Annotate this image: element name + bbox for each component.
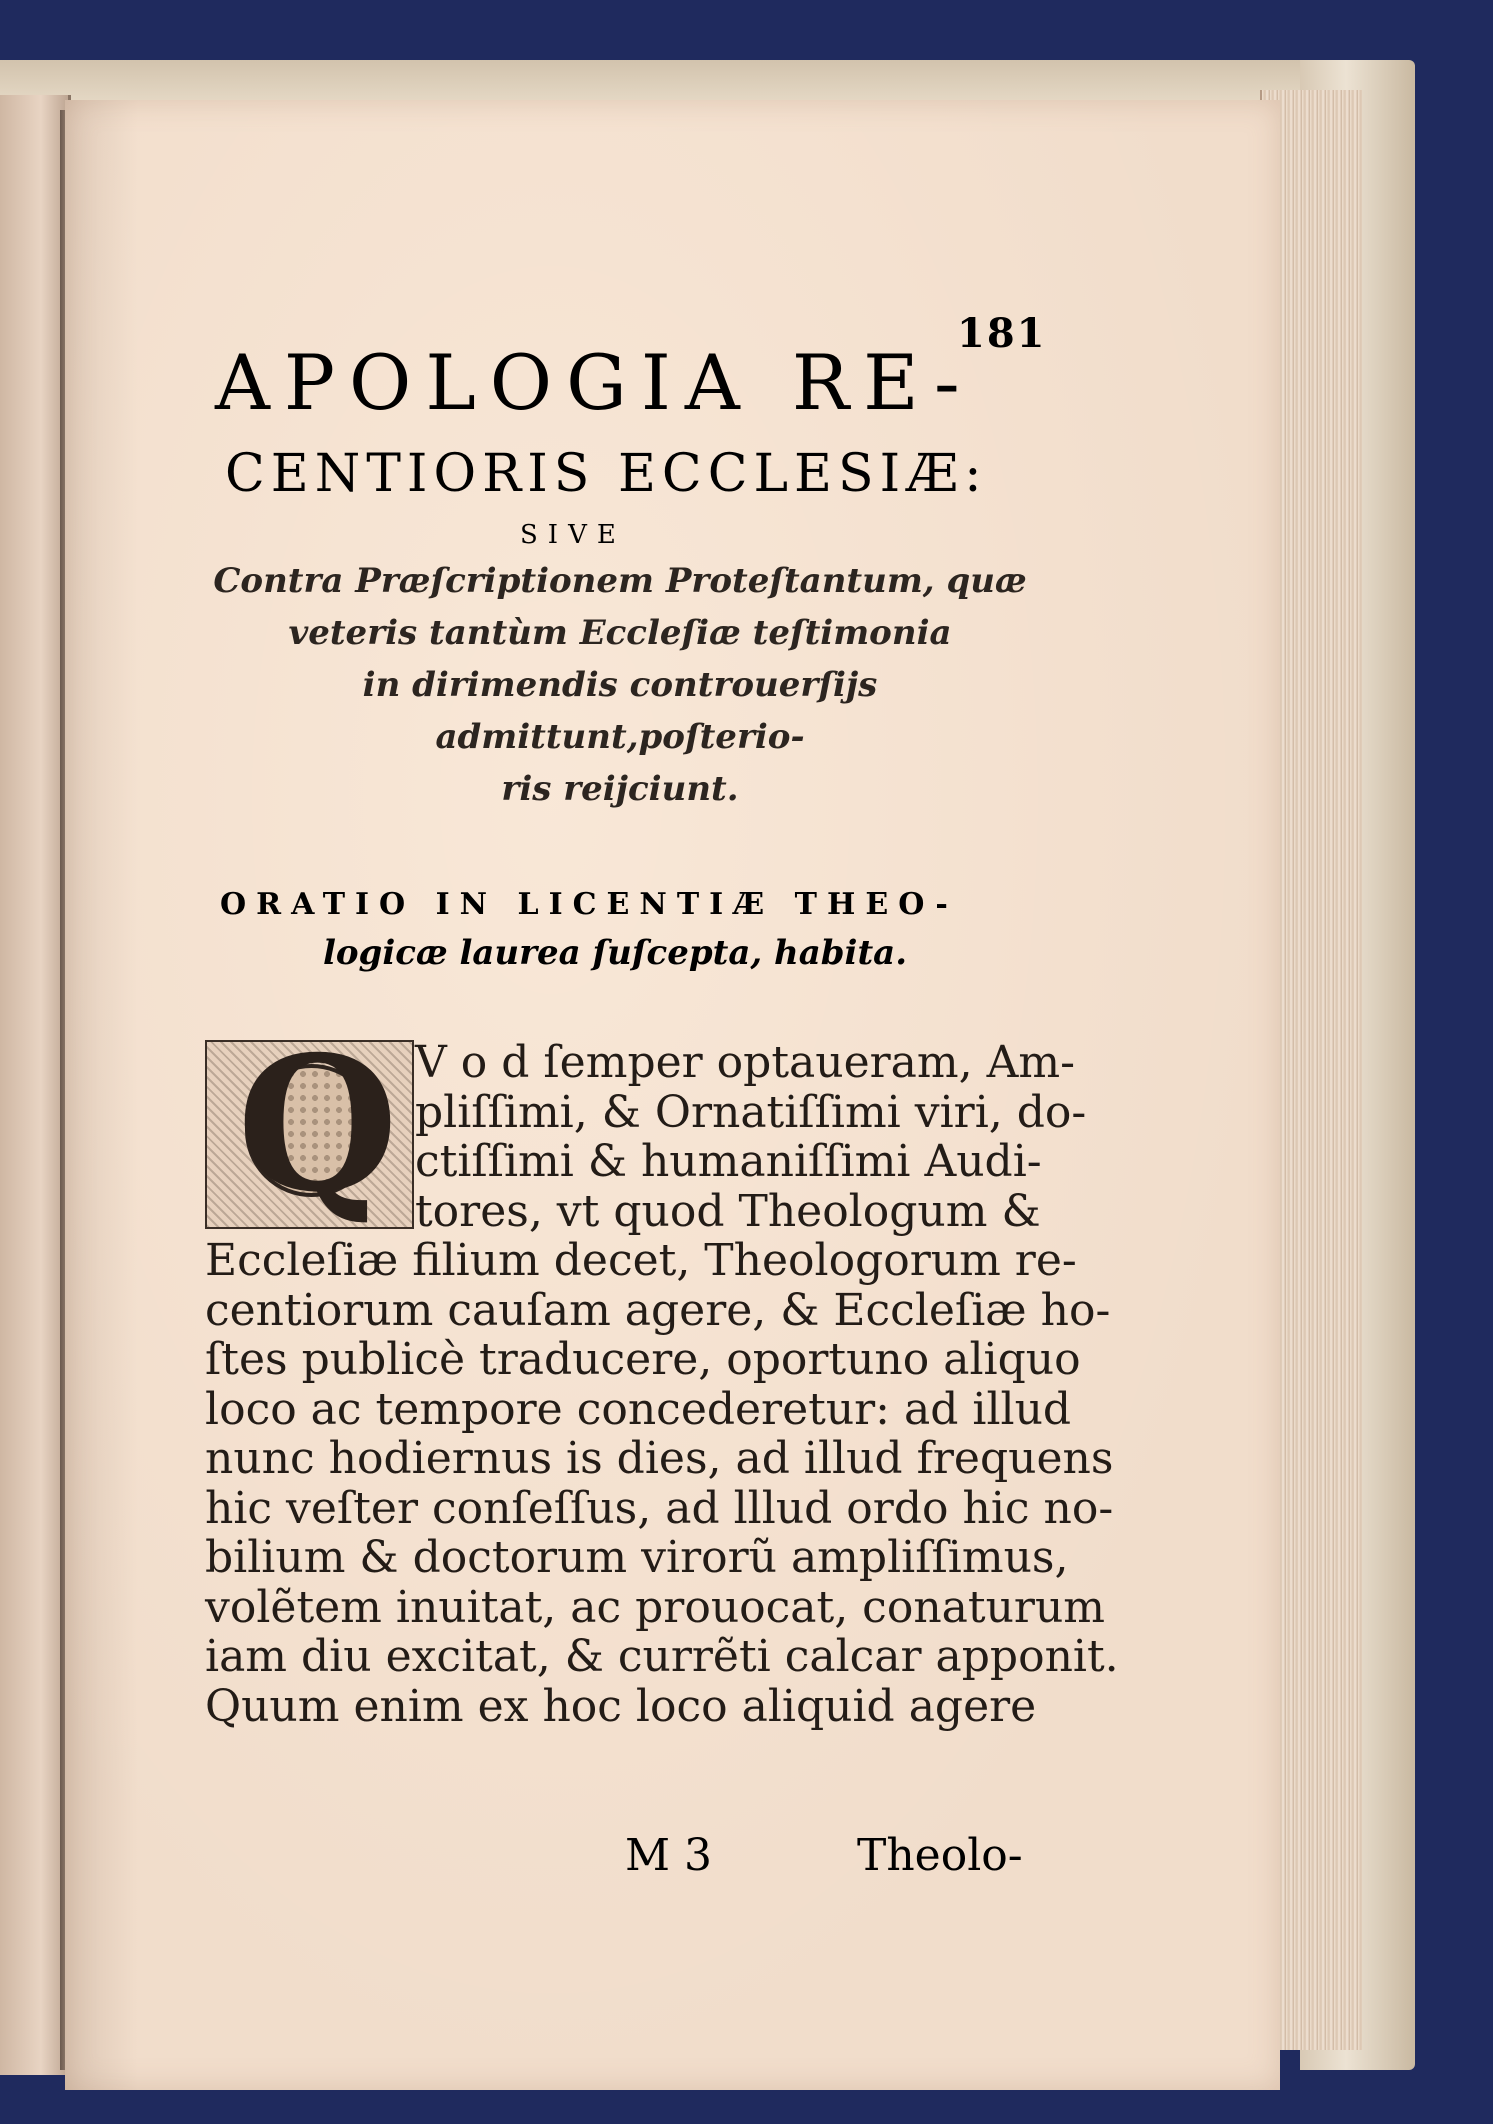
body-text [205,1037,1119,1732]
subtitle-line: ris reijciunt. [501,769,739,809]
body-line: loco ac tempore concederetur: ad illud [205,1383,1072,1435]
signature-mark: M 3 [625,1830,713,1881]
body-line: V o d ſemper optaueram, Am- [415,1037,1075,1088]
oratio-heading-line-1: ORATIO IN LICENTIÆ THEO- [220,887,958,922]
body-line: hic veſter conſeſſus, ad lllud ordo hic no- [205,1482,1114,1534]
body-line: Eccleſiæ filium decet, Theologorum re- [205,1235,1077,1286]
title-line-2: CENTIORIS ECCLESIÆ: [225,444,988,504]
body-line: ctiſſimi & humaniſſimi Audi- [415,1136,1042,1187]
page-number: 181 [957,310,1047,357]
body-line: Quum enim ex hoc loco aliquid agere [205,1680,1037,1732]
body-line: pliſſimi, & Ornatiſſimi viri, do- [415,1086,1087,1138]
subtitle [205,555,1035,815]
title-line-1: APOLOGIA RE- [215,338,974,427]
body-line: centiorum cauſam agere, & Eccleſiæ ho- [205,1284,1111,1336]
subtitle-line: admittunt,poſterio- [435,717,805,757]
body-line: volẽtem inuitat, ac prouocat, conaturum [205,1581,1106,1633]
subtitle-line: in dirimendis controuerſijs [362,665,878,705]
body-line: tores, vt quod Theologum & [415,1185,1041,1237]
body-line: ſtes publicè traducere, oportuno aliquo [205,1334,1081,1385]
right-page [65,100,1280,2090]
initial-letter: Q [237,1015,399,1233]
catchword: Theolo- [857,1830,1023,1881]
oratio-heading-line-2: logicæ laurea ſuſcepta, habita. [322,933,908,973]
body-line: bilium & doctorum virorũ ampliſſimus, [205,1532,1069,1583]
body-line: nunc hodiernus is dies, ad illud frequens [205,1433,1114,1484]
sive-line: SIVE [520,520,626,550]
subtitle-line: veteris tantùm Eccleſiæ teſtimonia [288,613,952,653]
body-line: iam diu excitat, & currẽti calcar apponit. [205,1631,1119,1682]
subtitle-line: Contra Præſcriptionem Proteſtantum, quæ [213,561,1027,601]
